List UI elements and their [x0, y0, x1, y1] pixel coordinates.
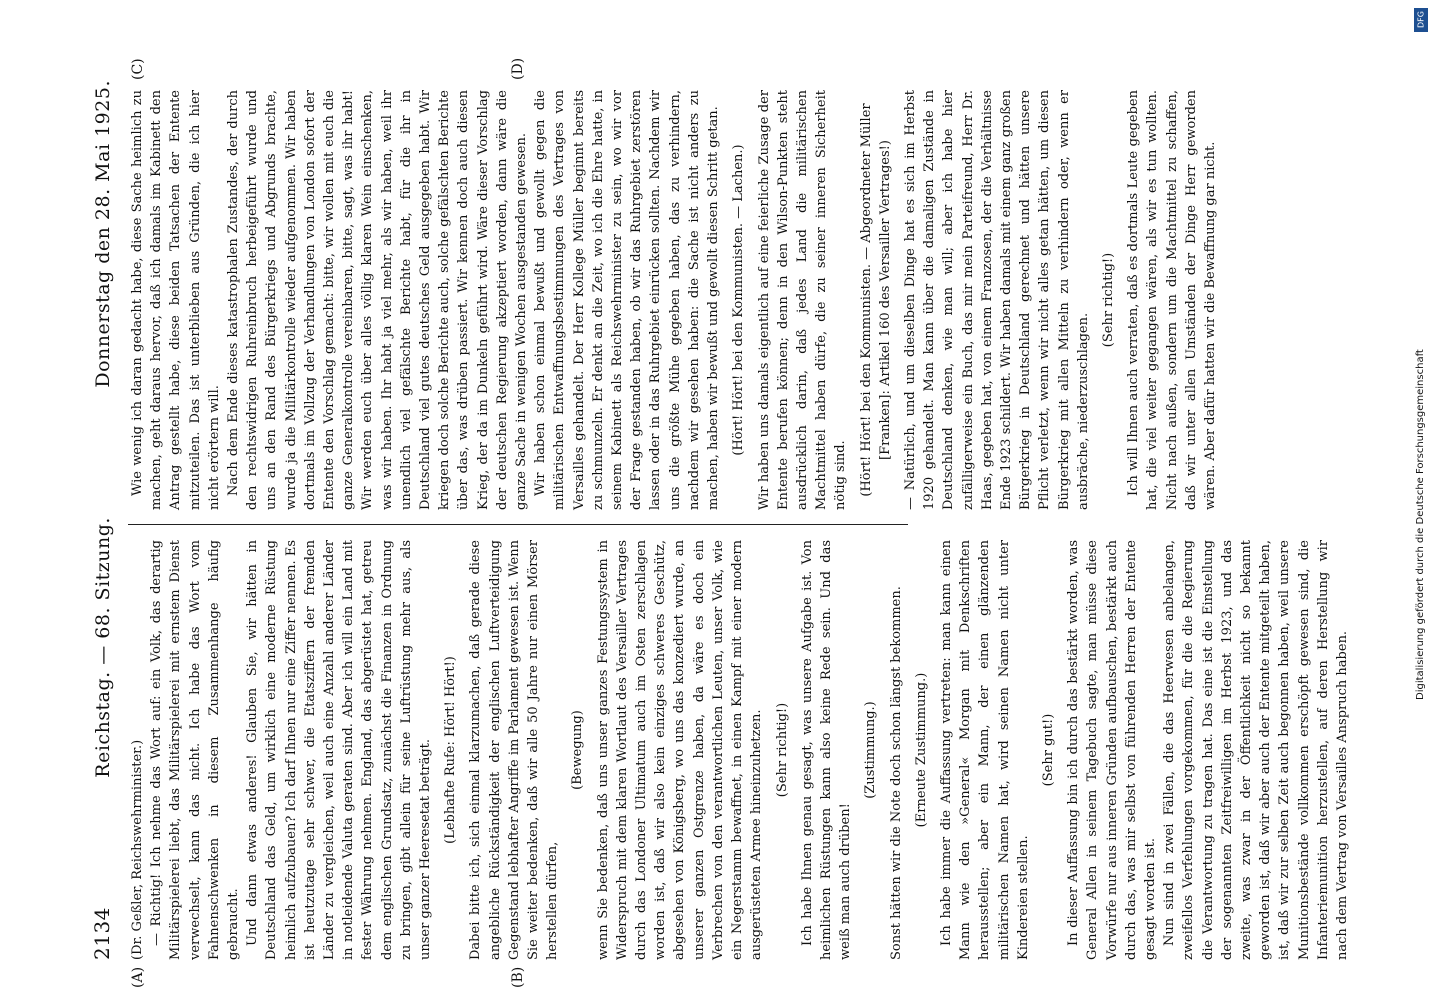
interjection: (Bewegung): [570, 710, 586, 790]
credit-text: Digitalisierung gefördert durch die Deutsche Forschungsgemeinschaft: [1415, 349, 1426, 700]
column-divider: [128, 524, 908, 525]
paragraph: Ich habe Ihnen genau gesagt, was unsere Aufgabe ist. Von heimlichen Rüstungen kann also keine Rede sein. Und das weiß man auch drüben!: [799, 540, 854, 960]
paragraph: Ich will Ihnen auch verraten, daß es dortmals Leute gegeben hat, die viel weiter gegangen wären, als wir es tun wollten. Nicht nach außen, sondern um die Machtmittel zu schaffen, daß wir unter allen Umständen der Dinge Herr geworden wären. Aber dafür hatten wir die Bewaffnung gar nicht.: [1126, 90, 1218, 510]
paragraph: Dabei bitte ich, sich einmal klarzumachen, daß gerade diese angebliche Rückständigkeit der englischen Luftverteidigung Gegenstand lebhafter Angriffe im Parlament gewesen ist. Wenn Sie weiter bedenken, daß wir alle 50 Jahre nur einen Mörser herstellen dürfen,: [468, 540, 561, 960]
interjection: (Sehr gut!): [1040, 713, 1056, 787]
paragraph: — Natürlich, und um dieselben Dinge hat es sich im Herbst 1920 gehandelt. Man kann über die damaligen Zustände in Deutschland denken, wie man will; aber ich habe hier zufälligerweise ein Buch, das mir mein Parteifreund, Herr Dr. Haas, gegeben hat, von einem Franzosen, der die Verhältnisse Ende 1923 schildert. Wir haben damals mit einem ganz großen Bürgerkrieg in Deutschland gerechnet und hätten unsere Pflicht verletzt, wenn wir nicht alles getan hätten, um diesen Bürgerkrieg mit allen Mitteln zu verhindern oder, wenn er ausbräche, niederzuschlagen.: [902, 90, 1091, 510]
left-column: [128, 540, 1352, 960]
margin-marker-b: (B): [510, 966, 526, 988]
interjection: (Sehr richtig!): [1100, 252, 1116, 348]
paragraph: Nun sind in zwei Fällen, die das Heerwesen anbelangen, zweifellos Verfehlungen vorgekommen, für die die Regierung die Verantwortung zu tragen hat. Das eine ist die Einstellung der sogenannten Zeitfreiwilligen im Herbst 1923, und das zweite, was zwar in der Öffentlichkeit nicht so bekannt geworden ist, daß wir aber auch der Entente mitgeteilt haben, ist, daß wir zur selben Zeit auch begonnen haben, weil unsere Munitionsbestände vollkommen erschöpft gewesen sind, die Infanteriemunition herzustellen, auf deren Herstellung wir nach dem Vertrag von Versailles Anspruch haben.: [1162, 540, 1350, 960]
interjection: (Hört! Hört! bei den Kommunisten. — Lachen.): [731, 144, 747, 456]
paragraph: Und dann etwas anderes! Glauben Sie, wir hätten in Deutschland das Geld, um wirklich eine moderne Rüstung heimlich aufzubauen? Ich darf Ihnen nur eine Ziffer nennen. Es ist heutzutage sehr schwer, die Etatsziffern der fremden Länder zu vergleichen, weil auch eine Anzahl anderer Länder in notleidende Valuta geraten sind. Aber ich will ein Land mit fester Währung nehmen. England, das abgerüstet hat, getreu dem englischen Grundsatz, zunächst die Finanzen in Ordnung zu bringen, gibt allein für seine Luftrüstung mehr aus, als unser ganzer Heeresetat beträgt.: [245, 540, 434, 960]
paragraph: (Dr. Geßler, Reichswehrminister.): [130, 739, 145, 960]
paragraph: wenn Sie bedenken, daß uns unser ganzes Festungssystem in Widerspruch mit dem klaren Wortlaut des Versailler Vertrages durch das Londoner Ultimatum auch im Osten zerschlagen worden ist, daß wir also kein einziges schweres Geschütz, abgesehen von Königsberg, wo uns das konzediert wurde, an unserer ganzen Ostgrenze haben, da wäre es doch ein Verbrechen von den verantwortlichen Leuten, unser Volk, wie ein Negerstamm bewaffnet, in einen Kampf mit einer modern ausgerüsteten Armee hineinzuhetzen.: [595, 540, 765, 960]
paragraph: Wie wenig ich daran gedacht habe, diese Sache heimlich zu machen, geht daraus hervor, daß ich damals im Kabinett den Antrag gestellt habe, diese beiden Tatsachen der Entente mitzuteilen. Das ist unterblieben aus Gründen, die ich hier nicht erörtern will.: [130, 90, 222, 510]
paragraph: Nach dem Ende dieses katastrophalen Zustandes, der durch den rechtswidrigen Ruhreinbruch herbeigeführt wurde und uns an den Rand des Bürgerkriegs und Abgrunds brachte, wurde ja die Militärkontrolle wieder aufgenommen. Wir haben dortmals im Vollzug der Verhandlungen von London sofort der Entente den Vorschlag gemacht: bitte, wir wollen mit euch die ganze Generalkontrolle vereinbaren, bitte, sagt, was ihr habt! Wir werden euch über alles völlig klaren Wein einschenken, was wir haben. Ihr habt ja viel mehr, als wir haben, weil ihr unendlich viel gefälschte Berichte habt, für die ihr in Deutschland viel gutes deutsches Geld ausgegeben habt. Wir kriegen doch solche Berichte auch, solche gefälschten Berichte über das, was drüben passiert. Wir kennen doch auch diesen Krieg, der da im Dunkeln geführt wird. Wäre dieser Vorschlag der deutschen Regierung akzeptiert worden, dann wäre die ganze Sache in wenigen Wochen ausgestanden gewesen.: [226, 90, 530, 510]
header-date: Donnerstag den 28. Mai 1925.: [92, 80, 114, 388]
interjection: (Zustimmung.): [863, 701, 879, 799]
margin-marker-d: (D): [510, 57, 526, 80]
interjection: (Sehr richtig!): [774, 702, 790, 798]
interjection: (Hört! Hört! bei den Kommunisten. — Abgeordneter Müller [Franken]: Artikel 160 des Versailler Vertrages!): [858, 103, 893, 497]
paragraph: Wir haben uns damals eigentlich auf eine feierliche Zusage der Entente berufen können; denn in den Wilson-Punkten steht ausdrücklich darin, daß jedes Land die militärischen Machtmittel haben dürfe, die zu seiner inneren Sicherheit nötig sind.: [756, 90, 849, 510]
paragraph: Wir haben schon einmal bewußt und gewollt gegen die militärischen Entwaffnungsbestimmungen des Vertrages von Versailles gehandelt. Der Herr Kollege Müller beginnt bereits zu schmunzeln. Er denkt an die Zeit, wo ich die Ehre hatte, in seinem Kabinett als Reichswehrminister zu sein, wo wir vor der Frage gestanden haben, ob wir das Ruhrgebiet zerstören lassen oder in das Ruhrgebiet einrücken sollten. Nachdem wir uns die größte Mühe gegeben haben, das zu verhindern, nachdem wir gesehen haben: die Sache ist nicht anders zu machen, haben wir bewußt und gewollt diesen Schritt getan.: [533, 90, 722, 510]
interjection: (Erneute Zustimmung.): [913, 672, 929, 828]
paragraph: Ich habe immer die Auffassung vertreten: man kann einen Mann wie den »General« Morgan mit Denkschriften herausstellen; aber ein Mann, der einen glänzenden militärischen Namen hat, wird seinen Namen nicht unter Kindereien stellen.: [938, 540, 1031, 960]
dfg-logo: DFG: [1414, 8, 1428, 32]
header-session: Reichstag. — 68. Sitzung.: [92, 517, 114, 778]
rotated-page-content: [90, 57, 1350, 988]
right-column: [128, 90, 1220, 510]
digitization-credit: [1412, 0, 1428, 1000]
paragraph: Sonst hätten wir die Note doch schon längst bekommen.: [888, 586, 904, 960]
page-number: 2134: [90, 907, 114, 960]
page-header: [90, 80, 118, 960]
margin-marker-a: (A): [130, 966, 146, 988]
margin-marker-c: (C): [130, 58, 146, 80]
interjection: (Lebhafte Rufe: Hört! Hört!): [443, 656, 459, 844]
paragraph: In dieser Auffassung bin ich durch das bestärkt worden, was General Allen in seinem Tagebuch sagte, man müsse diese Vorwürfe nur aus inneren Gründen aufbauschen, bestärkt auch durch das, was mir selbst von führenden Herren der Entente gesagt worden ist.: [1066, 540, 1158, 960]
paragraph: — Richtig! Ich nehme das Wort auf: ein Volk, das derartig Militärspielerei liebt, das Militärspielerei mit ernstem Dienst verwechselt, kann das nicht. Ich habe das Wort vom Fahnenschwenken in diesem Zusammenhange häufig gebraucht.: [149, 540, 242, 960]
